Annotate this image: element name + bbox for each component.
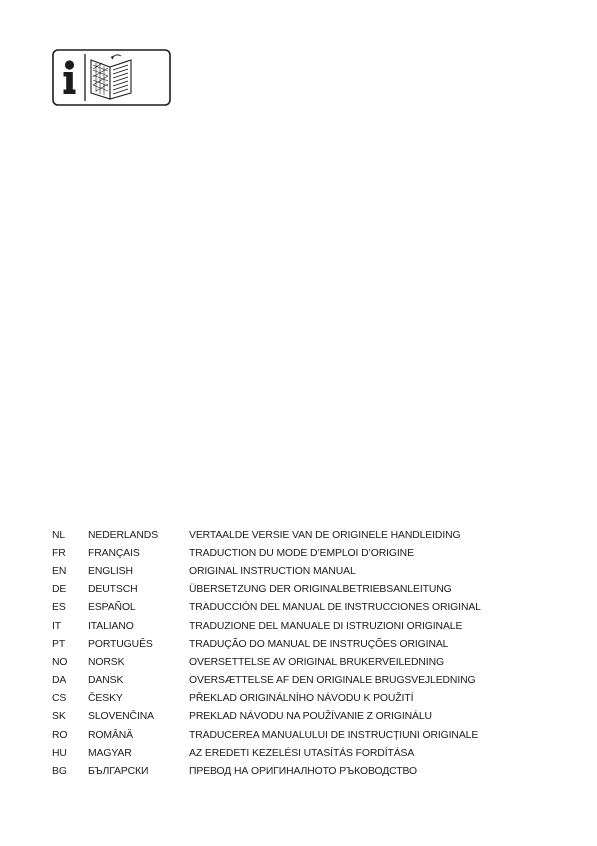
list-item <box>52 690 552 708</box>
list-item <box>52 526 552 544</box>
manual-title: ПРЕВОД НА ОРИГИНАЛНОТО РЪКОВОДСТВО <box>189 766 417 778</box>
manual-title: OVERSÆTTELSE AF DEN ORIGINALE BRUGSVEJLEDNING <box>189 675 476 687</box>
manual-title: ORIGINAL INSTRUCTION MANUAL <box>189 565 356 577</box>
language-code: HU <box>52 747 67 759</box>
manual-title: TRADUZIONE DEL MANUALE DI ISTRUZIONI ORIGINALE <box>189 620 463 632</box>
language-name: MAGYAR <box>88 747 132 759</box>
language-name: ČESKY <box>88 693 123 705</box>
manual-title: TRADUÇÃO DO MANUAL DE INSTRUÇÕES ORIGINAL <box>189 638 449 650</box>
language-code: IT <box>52 620 62 632</box>
read-instructions-icon <box>52 49 171 106</box>
list-item <box>52 762 552 780</box>
language-list <box>52 526 552 781</box>
list-item <box>52 617 552 635</box>
manual-title: OVERSETTELSE AV ORIGINAL BRUKERVEILEDNING <box>189 656 444 668</box>
list-item <box>52 708 552 726</box>
language-name: NEDERLANDS <box>88 529 159 541</box>
language-name: FRANÇAIS <box>88 547 140 559</box>
language-name: ROMÂNĂ <box>88 729 134 741</box>
manual-title: TRADUCCIÓN DEL MANUAL DE INSTRUCCIONES ORIGINAL <box>189 602 481 614</box>
manual-title: PREKLAD NÁVODU NA POUŽÍVANIE Z ORIGINÁLU <box>189 711 432 723</box>
list-item <box>52 726 552 744</box>
language-code: NO <box>52 656 68 668</box>
manual-title: AZ EREDETI KEZELÉSI UTASÍTÁS FORDÍTÁSA <box>189 747 415 759</box>
language-code: PT <box>52 638 66 650</box>
manual-title: VERTAALDE VERSIE VAN DE ORIGINELE HANDLEIDING <box>189 529 461 541</box>
language-code: SK <box>52 711 66 723</box>
language-code: ES <box>52 602 66 614</box>
language-code: EN <box>52 565 67 577</box>
language-name: БЪЛГАРСКИ <box>88 766 149 778</box>
language-code: FR <box>52 547 66 559</box>
language-code: DE <box>52 584 67 596</box>
list-item <box>52 544 552 562</box>
list-item <box>52 744 552 762</box>
list-item <box>52 599 552 617</box>
language-code: DA <box>52 675 67 687</box>
language-name: DANSK <box>88 675 124 687</box>
list-item <box>52 581 552 599</box>
language-name: PORTUGUÊS <box>88 638 153 650</box>
list-item <box>52 635 552 653</box>
language-name: SLOVENČINA <box>88 711 154 723</box>
language-name: ESPAÑOL <box>88 602 136 614</box>
language-name: ITALIANO <box>88 620 134 632</box>
language-code: RO <box>52 729 68 741</box>
manual-title: TRADUCTION DU MODE D’EMPLOI D’ORIGINE <box>189 547 414 559</box>
list-item <box>52 562 552 580</box>
manual-title: TRADUCEREA MANUALULUI DE INSTRUCȚIUNI ORIGINALE <box>189 729 479 741</box>
manual-title: ÜBERSETZUNG DER ORIGINALBETRIEBSANLEITUNG <box>189 584 452 596</box>
list-item <box>52 672 552 690</box>
language-name: ENGLISH <box>88 565 133 577</box>
language-name: NORSK <box>88 656 125 668</box>
language-code: NL <box>52 529 66 541</box>
language-code: CS <box>52 693 67 705</box>
manual-title: PŘEKLAD ORIGINÁLNÍHO NÁVODU K POUŽITÍ <box>189 693 414 705</box>
language-code: BG <box>52 766 67 778</box>
list-item <box>52 653 552 671</box>
language-name: DEUTSCH <box>88 584 138 596</box>
